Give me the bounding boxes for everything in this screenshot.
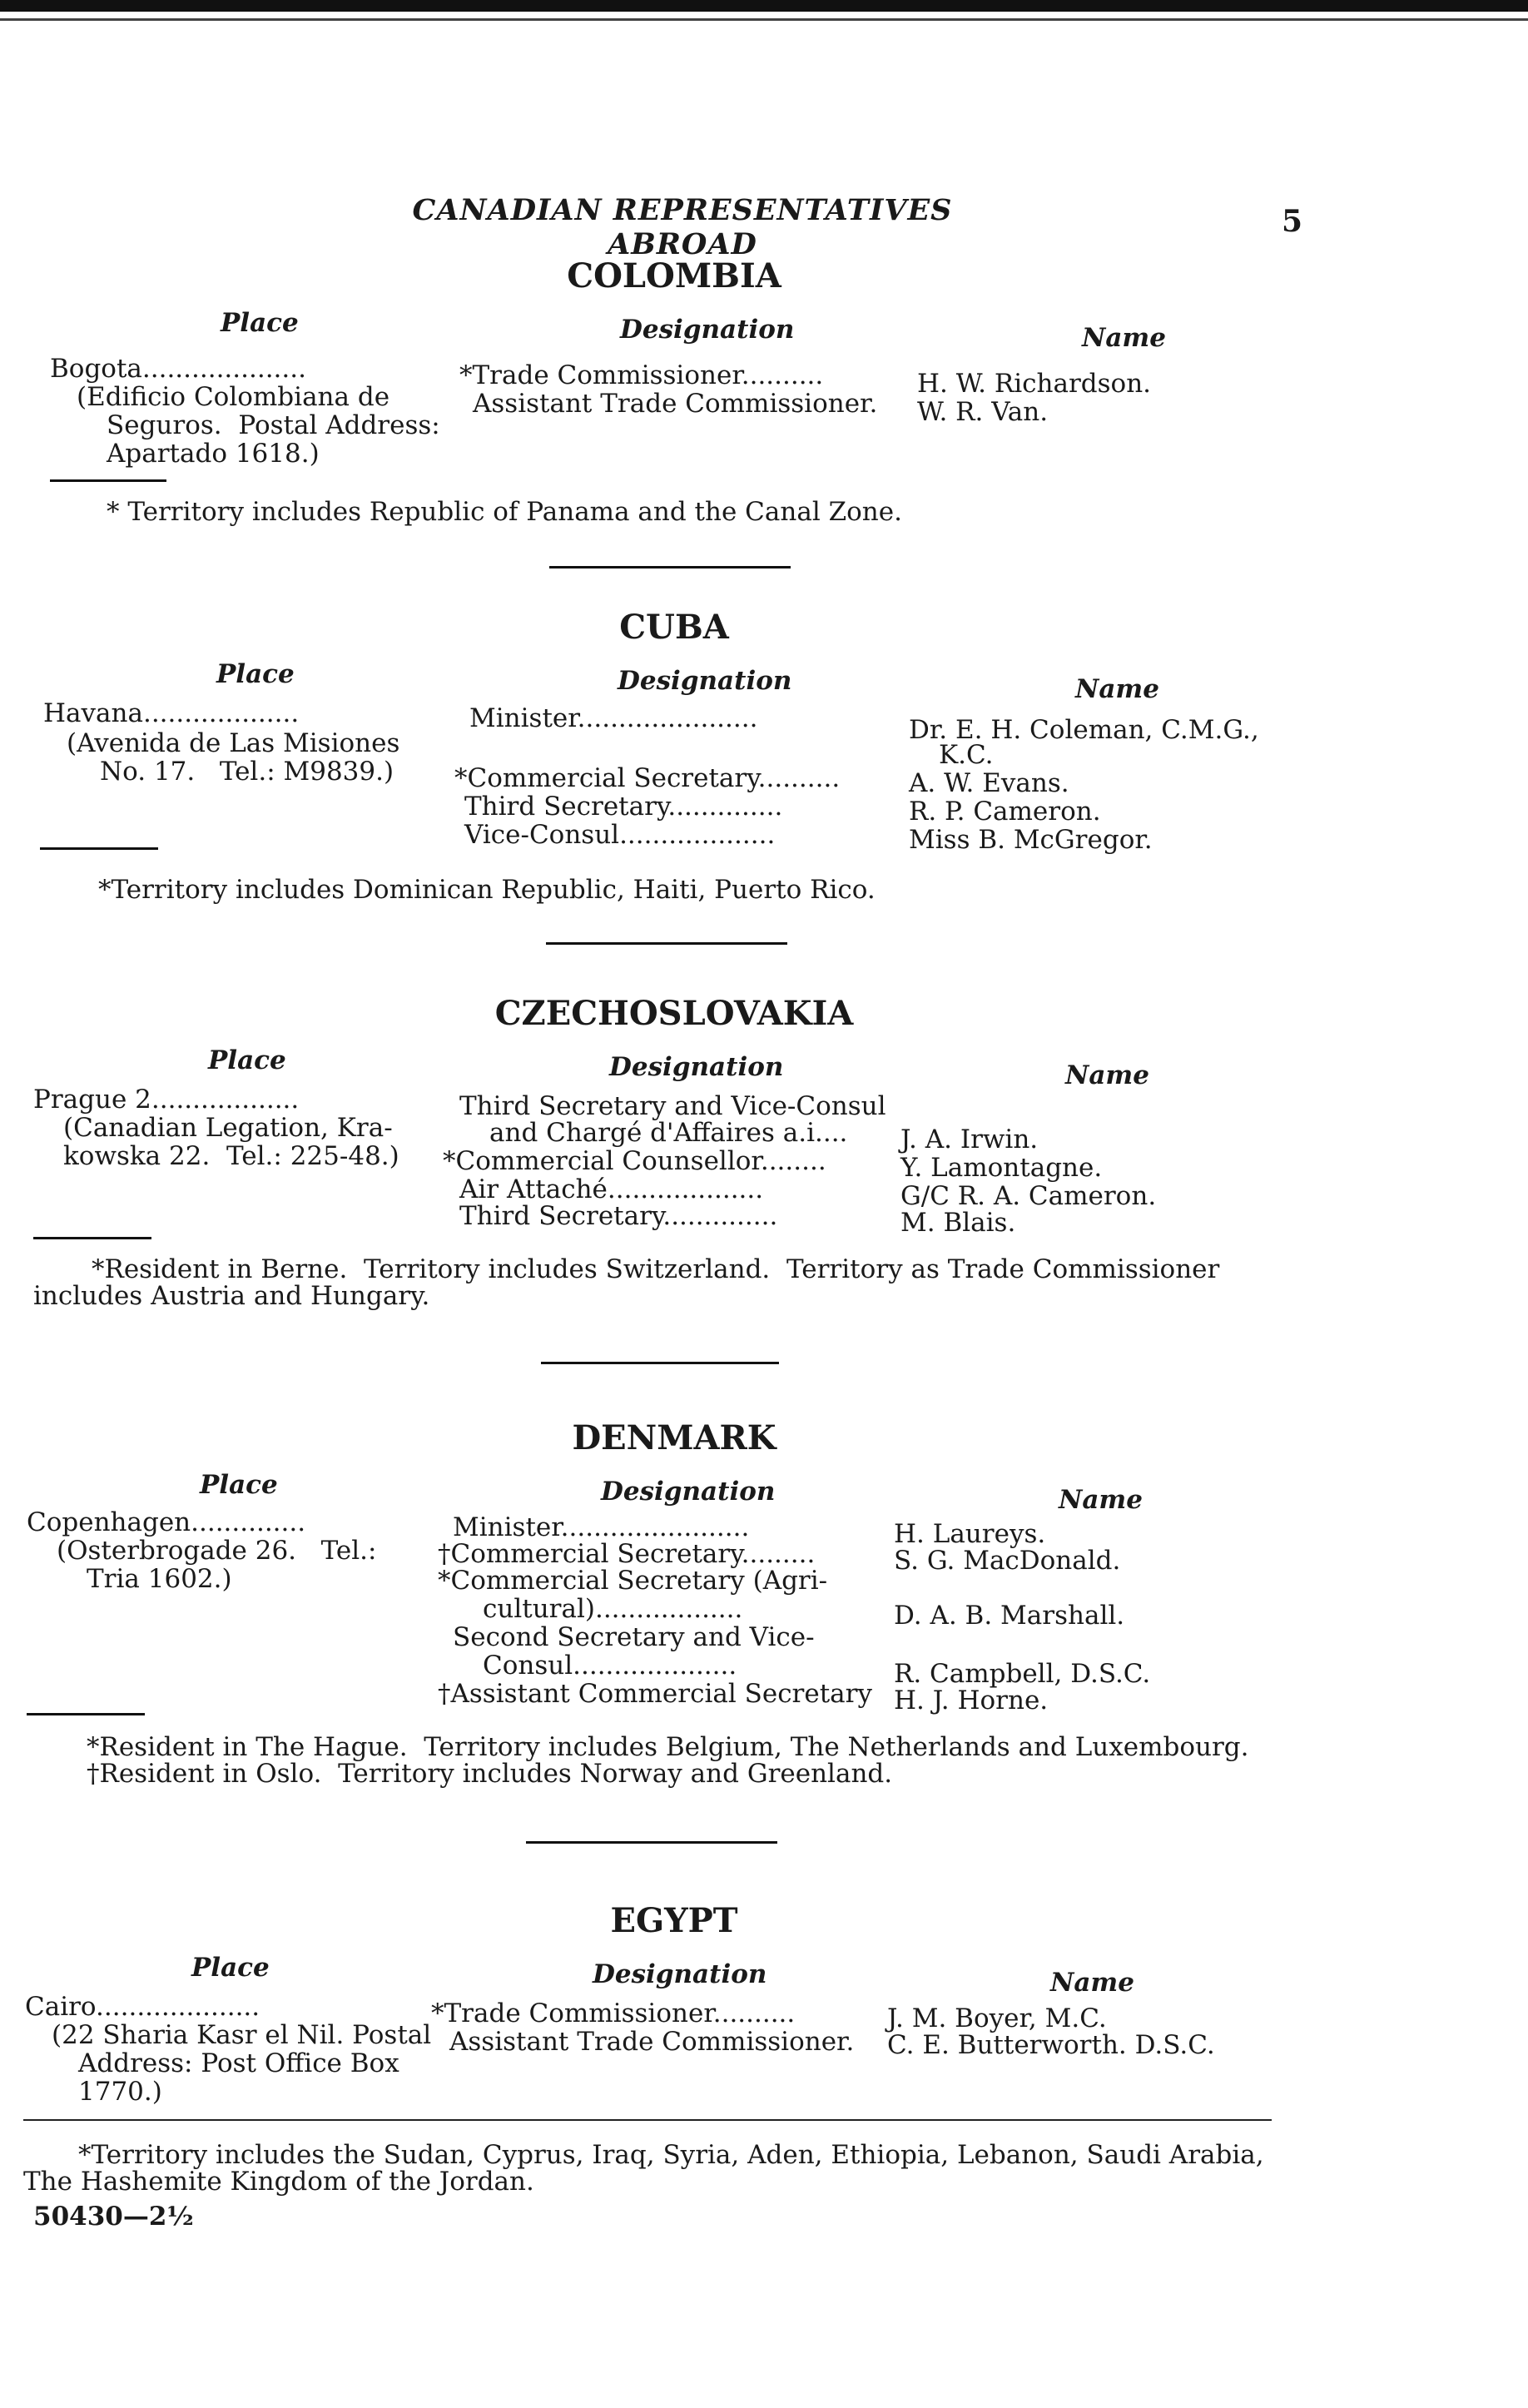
place-city: Bogota.................... <box>50 354 306 384</box>
footnote: *Territory includes the Sudan, Cyprus, Iraq, Syria, Aden, Ethiopia, Lebanon, Saudi Arabia, <box>78 2140 1264 2170</box>
person-name: G/C R. A. Cameron. <box>900 1181 1157 1211</box>
designation-header: Designation <box>601 1477 776 1507</box>
place-city: Copenhagen.............. <box>27 1507 306 1537</box>
footer-code: 50430—2½ <box>33 2202 194 2232</box>
section-divider <box>546 942 787 945</box>
person-name: H. J. Horne. <box>894 1686 1049 1715</box>
section-divider <box>541 1362 779 1364</box>
scan-top-edge <box>0 0 1528 12</box>
designation: *Trade Commissioner.......... <box>459 360 824 390</box>
place-city: Havana................... <box>43 698 300 728</box>
designation: Vice-Consul................... <box>464 820 776 850</box>
person-name: Y. Lamontagne. <box>900 1153 1103 1183</box>
person-name: D. A. B. Marshall. <box>894 1601 1125 1631</box>
name-header: Name <box>1065 1060 1149 1090</box>
country-title: COLOMBIA <box>567 256 781 295</box>
designation: Assistant Trade Commissioner. <box>473 389 878 419</box>
footnote-rule <box>33 1237 151 1239</box>
person-name: J. M. Boyer, M.C. <box>887 2003 1107 2033</box>
person-name: J. A. Irwin. <box>900 1125 1039 1154</box>
place-city: Prague 2.................. <box>33 1085 300 1115</box>
place-header: Place <box>221 308 299 338</box>
person-name: Miss B. McGregor. <box>909 825 1153 855</box>
country-title: EGYPT <box>610 1901 738 1940</box>
place-address-line: (Canadian Legation, Kra- <box>63 1113 393 1143</box>
person-name: C. E. Butterworth. D.S.C. <box>887 2030 1215 2060</box>
designation: Third Secretary and Vice-Consul <box>459 1091 886 1121</box>
footnote-rule <box>27 1713 145 1715</box>
place-address-line: Address: Post Office Box <box>78 2048 399 2078</box>
designation: Third Secretary.............. <box>459 1201 778 1231</box>
place-address-line: Tria 1602.) <box>87 1564 232 1594</box>
designation: and Chargé d'Affaires a.i.... <box>489 1118 848 1148</box>
designation: *Trade Commissioner.......... <box>431 1998 796 2028</box>
country-title: CUBA <box>619 608 729 647</box>
designation: Minister....................... <box>453 1512 750 1542</box>
footnote: The Hashemite Kingdom of the Jordan. <box>23 2167 534 2197</box>
person-name: H. W. Richardson. <box>917 369 1152 399</box>
place-address-line: (Edificio Colombiana de <box>77 382 390 412</box>
footnote: †Resident in Oslo. Territory includes Norway and Greenland. <box>87 1759 893 1789</box>
designation: Assistant Trade Commissioner. <box>449 2027 855 2057</box>
footnote: *Territory includes Dominican Republic, Haiti, Puerto Rico. <box>98 875 876 905</box>
designation: *Commercial Secretary (Agri- <box>438 1566 828 1596</box>
place-header: Place <box>191 1953 270 1983</box>
country-title: CZECHOSLOVAKIA <box>494 994 854 1033</box>
section-divider <box>549 566 791 568</box>
name-header: Name <box>1082 323 1166 353</box>
footnote-rule <box>23 2119 1272 2121</box>
person-name: S. G. MacDonald. <box>894 1546 1121 1576</box>
designation: †Assistant Commercial Secretary <box>438 1679 872 1709</box>
page-number: 5 <box>1282 204 1303 239</box>
footnote: includes Austria and Hungary. <box>33 1281 430 1311</box>
person-name: K.C. <box>939 740 994 770</box>
name-header: Name <box>1075 674 1159 704</box>
designation-header: Designation <box>593 1959 767 1989</box>
person-name: M. Blais. <box>900 1208 1016 1238</box>
person-name: Dr. E. H. Coleman, C.M.G., <box>909 715 1259 745</box>
name-header: Name <box>1059 1485 1143 1515</box>
place-header: Place <box>208 1045 286 1075</box>
designation-header: Designation <box>618 666 792 696</box>
designation-header: Designation <box>609 1052 784 1082</box>
footnote: *Resident in The Hague. Territory includes Belgium, The Netherlands and Luxembourg. <box>87 1732 1249 1762</box>
footnote-rule <box>50 479 166 482</box>
person-name: R. Campbell, D.S.C. <box>894 1659 1151 1689</box>
place-address-line: (Osterbrogade 26. Tel.: <box>57 1536 377 1566</box>
person-name: A. W. Evans. <box>909 768 1069 798</box>
footnote-rule <box>40 847 158 850</box>
place-address-line: No. 17. Tel.: M9839.) <box>100 757 394 787</box>
designation-header: Designation <box>620 315 795 345</box>
designation: Air Attaché................... <box>459 1174 764 1204</box>
designation: *Commercial Secretary.......... <box>454 763 841 793</box>
designation: Consul.................... <box>483 1651 737 1681</box>
person-name: H. Laureys. <box>894 1519 1046 1549</box>
place-address-line: (Avenida de Las Misiones <box>67 728 400 758</box>
designation: †Commercial Secretary......... <box>438 1539 816 1569</box>
name-header: Name <box>1050 1968 1134 1998</box>
place-address-line: kowska 22. Tel.: 225-48.) <box>63 1141 399 1171</box>
place-address-line: Seguros. Postal Address: <box>107 410 440 440</box>
designation: Minister...................... <box>469 703 758 733</box>
footnote: * Territory includes Republic of Panama and the Canal Zone. <box>107 497 902 527</box>
designation: cultural).................. <box>483 1594 743 1624</box>
person-name: R. P. Cameron. <box>909 797 1101 827</box>
place-city: Cairo.................... <box>25 1992 260 2022</box>
place-address-line: (22 Sharia Kasr el Nil. Postal <box>52 2020 432 2050</box>
designation: Second Secretary and Vice- <box>453 1622 815 1652</box>
place-address-line: Apartado 1618.) <box>107 439 320 469</box>
country-title: DENMARK <box>572 1418 776 1457</box>
section-divider <box>526 1841 777 1844</box>
running-head: CANADIAN REPRESENTATIVES ABROAD <box>412 193 953 261</box>
designation: *Commercial Counsellor........ <box>443 1146 826 1176</box>
scan-top-rule <box>0 18 1528 21</box>
place-address-line: 1770.) <box>78 2077 162 2107</box>
designation: Third Secretary.............. <box>464 792 783 822</box>
place-header: Place <box>216 659 295 689</box>
person-name: W. R. Van. <box>917 397 1049 427</box>
place-header: Place <box>200 1470 278 1500</box>
footnote: *Resident in Berne. Territory includes Switzerland. Territory as Trade Commissioner <box>92 1254 1220 1284</box>
